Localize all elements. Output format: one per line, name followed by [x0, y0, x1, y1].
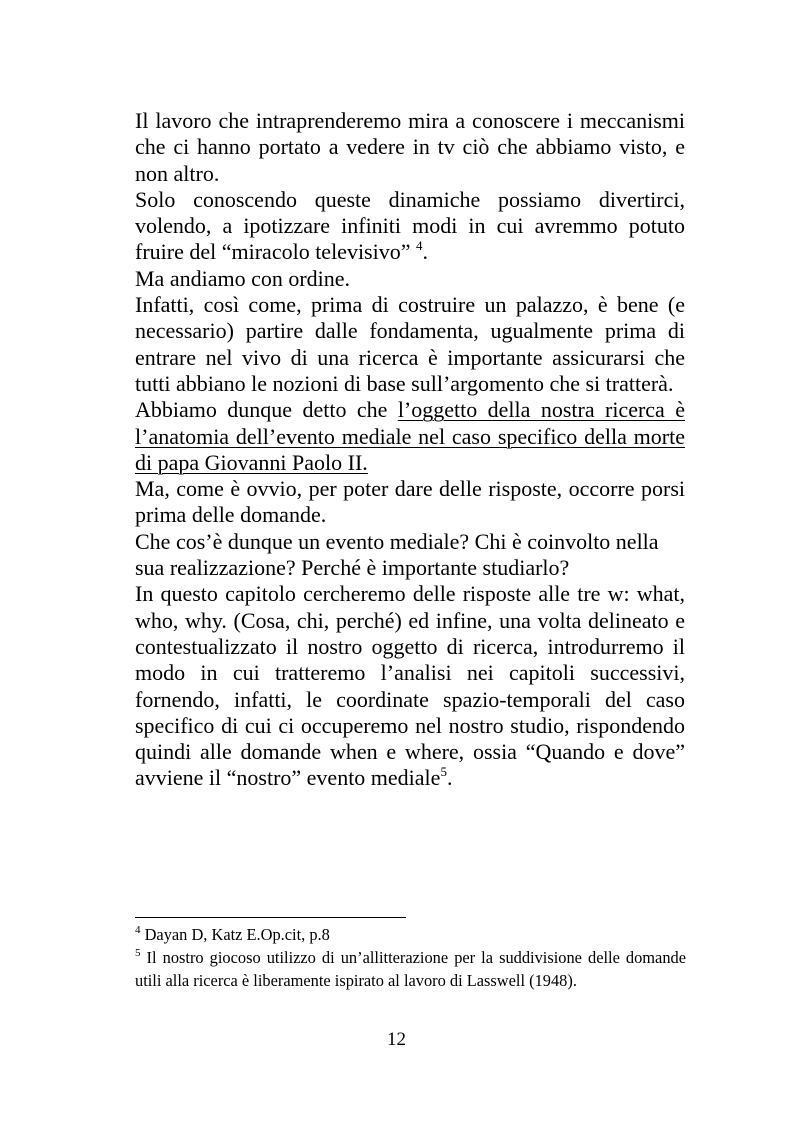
- footnote-5: $^5$ Il nostro giocoso utilizzo di un’allitterazione per la suddivisione delle domande utili alla ricerca è liberamente ispirato al lavoro di Lasswell (1948).: [135, 946, 686, 990]
- paragraph-chapter-plan: In questo capitolo cercheremo delle risposte alle tre w: what, who, why. (Cosa, chi, perché) ed infine, una volta delineato e contestualizzato il nostro oggetto di ricerca, introdurremo il modo in cui tratteremo l’analisi nei capitoli successivi, fornendo, infatti, le coordinate spazio-temporali del caso specifico di cui ci occuperemo nel nostro studio, rispondendo quindi alle domande when e where, ossia “Quando e dove” avviene il “nostro” evento mediale$^5$.: [135, 581, 685, 791]
- footnote-ref-5[interactable]: 5: [440, 764, 447, 780]
- paragraph-intro: Il lavoro che intraprenderemo mira a conoscere i meccanismi che ci hanno portato a vedere in tv ciò che abbiamo visto, e non altro.: [135, 108, 685, 186]
- footnote-ref-4[interactable]: 4: [416, 238, 423, 254]
- body-text: [135, 108, 685, 792]
- footnote-4: $^4$ Dayan D, Katz E.Op.cit, p.8: [135, 924, 330, 944]
- paragraph-research-object: Abbiamo dunque detto che l’oggetto della nostra ricerca è l’anatomia dell’evento mediale nel caso specifico della morte di papa Giovanni Paolo II.: [135, 397, 685, 475]
- underlined-research-object: l’oggetto della nostra ricerca è l’anatomia dell’evento mediale nel caso specifico della morte di papa Giovanni Paolo II.: [135, 397, 685, 475]
- footnotes: [135, 924, 686, 992]
- paragraph-foundations: Infatti, così come, prima di costruire un palazzo, è bene (e necessario) partire dalle fondamenta, ugualmente prima di entrare nel vivo di una ricerca è importante assicurarsi che tutti abbiano le nozioni di base sull’argomento che si tratterà.: [135, 292, 685, 396]
- footnote-divider: [135, 917, 406, 918]
- paragraph-dynamics: Solo conoscendo queste dinamiche possiamo divertirci, volendo, a ipotizzare infiniti modi in cui avremmo potuto fruire del “miracolo televisivo” $^4$.: [135, 186, 685, 265]
- paragraph-media-event-questions: Che cos’è dunque un evento mediale? Chi è coinvolto nella sua realizzazione? Perché è importante studiarlo?: [135, 528, 659, 581]
- paragraph-order: Ma andiamo con ordine.: [135, 265, 351, 291]
- paragraph-questions: Ma, come è ovvio, per poter dare delle risposte, occorre porsi prima delle domande.: [135, 476, 685, 528]
- page-number: 12: [387, 1029, 406, 1050]
